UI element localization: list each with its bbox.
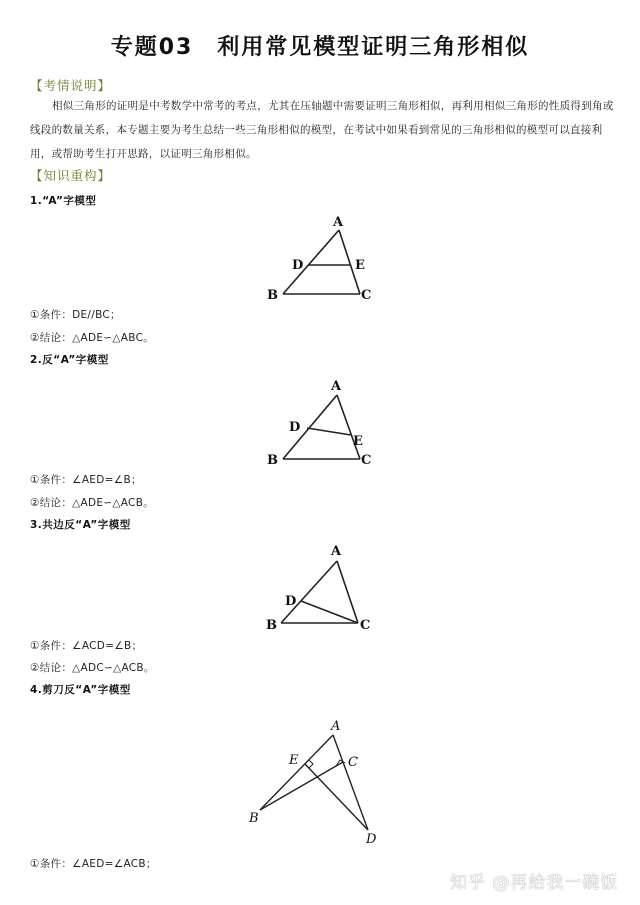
model-2-condition: ①条件：∠AED=∠B；: [30, 474, 142, 486]
knowledge-heading: 【知识重构】: [30, 168, 112, 183]
label-c: C: [348, 755, 358, 770]
label-b: B: [249, 811, 259, 826]
label-a: A: [333, 215, 344, 230]
model-3-conclusion: ②结论：△ADC∽△ACB。: [30, 662, 155, 674]
page-title: 专题03 利用常见模型证明三角形相似: [110, 35, 530, 60]
label-d: D: [366, 832, 377, 847]
figure-scissors-model: [235, 712, 405, 847]
label-c: C: [361, 288, 372, 303]
figure-common-side-model: [250, 540, 390, 635]
figure-reverse-a-model: [250, 375, 390, 470]
label-b: B: [267, 288, 278, 303]
exam-notes-paragraph: 相似三角形的证明是中考数学中常考的考点，尤其在压轴题中需要证明三角形相似，再利用相似三角形的性质得到角或线段的数量关系，本专题主要为考生总结一些三角形相似的模型，在考试中如果看到常见的三角形相似的模型可以直接利用，或帮助考生打开思路，以证明三角形相似。: [30, 100, 614, 160]
label-c: C: [360, 618, 371, 633]
model-2-conclusion: ②结论：△ADE∽△ACB。: [30, 497, 154, 509]
model-1-conclusion: ②结论：△ADE∽△ABC。: [30, 332, 154, 344]
label-e: E: [289, 753, 299, 768]
label-e: E: [355, 258, 365, 273]
model-1-condition: ①条件：DE//BC；: [30, 309, 121, 321]
label-d: D: [292, 258, 304, 273]
model-3-heading: 3.共边反“A”字模型: [30, 519, 131, 531]
label-a: A: [331, 379, 342, 394]
model-4-heading: 4.剪刀反“A”字模型: [30, 684, 131, 696]
label-c: C: [361, 453, 372, 468]
label-d: D: [289, 420, 301, 435]
watermark: 知乎 @再给我一碗饭: [450, 873, 619, 893]
label-a: A: [331, 719, 341, 734]
exam-notes-heading: 【考情说明】: [30, 78, 112, 93]
model-1-heading: 1.“A”字模型: [30, 195, 97, 207]
figure-a-model: [250, 210, 390, 305]
label-b: B: [266, 618, 277, 633]
model-2-heading: 2.反“A”字模型: [30, 354, 109, 366]
model-4-condition: ①条件：∠AED=∠ACB；: [30, 858, 157, 870]
label-a: A: [331, 544, 342, 559]
label-b: B: [267, 453, 278, 468]
model-3-condition: ①条件：∠ACD=∠B；: [30, 640, 143, 652]
label-d: D: [285, 594, 297, 609]
label-e: E: [353, 434, 363, 449]
